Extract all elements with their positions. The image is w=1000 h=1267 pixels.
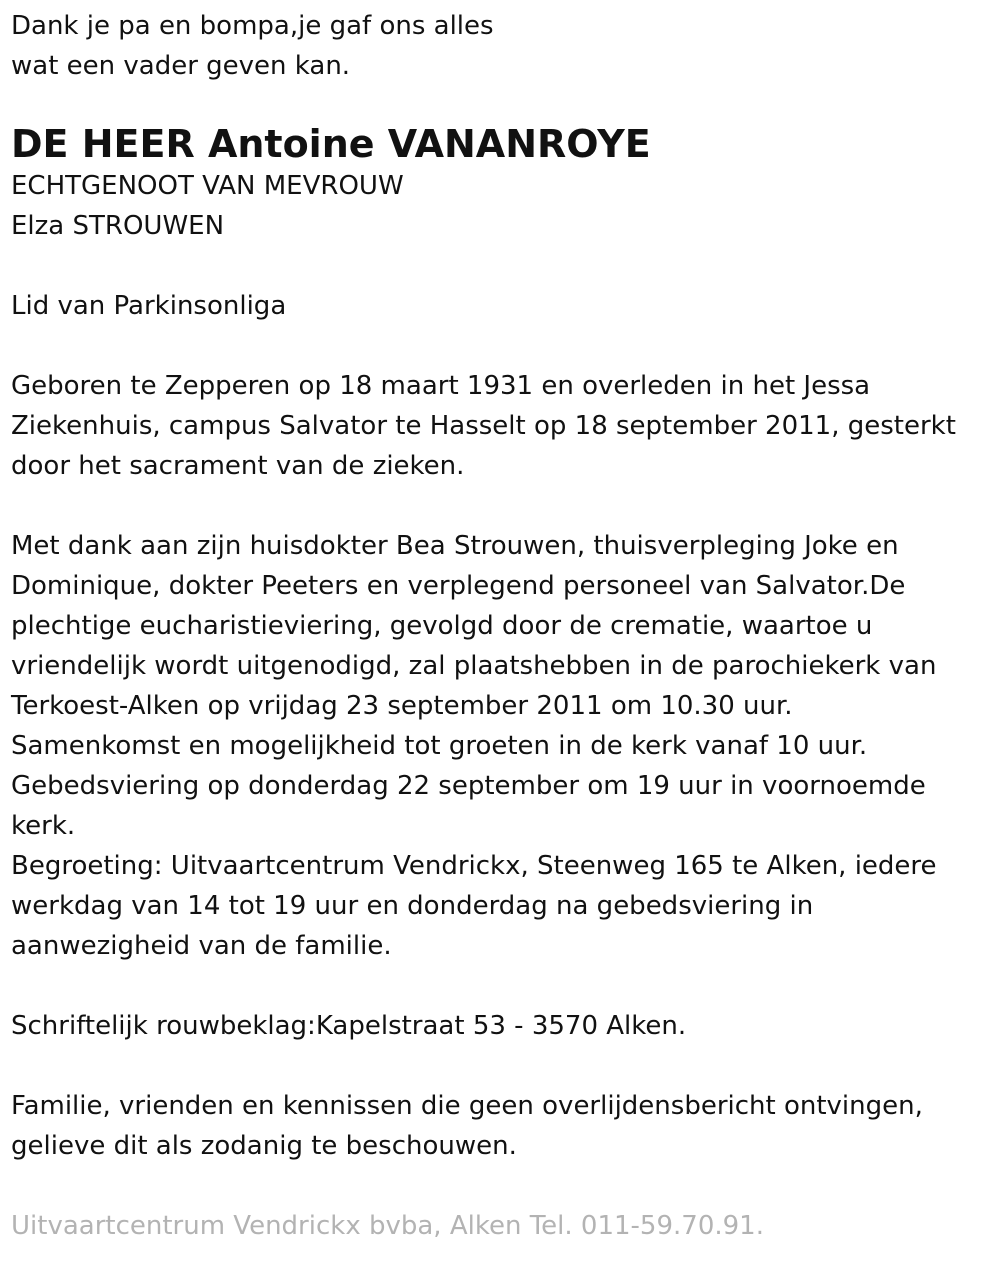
spouse-name: Elza STROUWEN	[11, 211, 225, 241]
spacer	[11, 1046, 990, 1086]
funeral-home-footer	[11, 1206, 990, 1246]
memorial-quote	[11, 6, 990, 86]
paragraph-line: Gebedsviering op donderdag 22 september om 19 uur in voornoemde	[11, 771, 926, 801]
spouse-info	[11, 166, 990, 246]
membership-text: Lid van Parkinsonliga	[11, 291, 287, 321]
paragraph-line: Met dank aan zijn huisdokter Bea Strouwen, thuisverpleging Joke en	[11, 531, 899, 561]
paragraph-line: Samenkomst en mogelijkheid tot groeten in de kerk vanaf 10 uur.	[11, 731, 868, 761]
paragraph-line: gelieve dit als zodanig te beschouwen.	[11, 1131, 517, 1161]
paragraph-line: Terkoest-Alken op vrijdag 23 september 2011 om 10.30 uur.	[11, 691, 793, 721]
paragraph-line: aanwezigheid van de familie.	[11, 931, 392, 961]
paragraph-line: vriendelijk wordt uitgenodigd, zal plaatshebben in de parochiekerk van	[11, 651, 937, 681]
deceased-name: DE HEER Antoine VANANROYE	[11, 122, 651, 166]
paragraph-line: Ziekenhuis, campus Salvator te Hasselt op 18 september 2011, gesterkt	[11, 411, 956, 441]
quote-line: Dank je pa en bompa,je gaf ons alles	[11, 11, 494, 41]
paragraph-line: werkdag van 14 tot 19 uur en donderdag na gebedsviering in	[11, 891, 814, 921]
paragraph-line: kerk.	[11, 811, 76, 841]
condolence-text: Schriftelijk rouwbeklag:Kapelstraat 53 - 3570 Alken.	[11, 1011, 687, 1041]
paragraph-line: Familie, vrienden en kennissen die geen overlijdensbericht ontvingen,	[11, 1091, 923, 1121]
announcement-paragraph	[11, 526, 990, 966]
notice-paragraph	[11, 1086, 990, 1166]
paragraph-line: Begroeting: Uitvaartcentrum Vendrickx, Steenweg 165 te Alken, iedere	[11, 851, 937, 881]
paragraph-line: door het sacrament van de zieken.	[11, 451, 465, 481]
membership	[11, 286, 990, 326]
spacer	[11, 246, 990, 286]
birth-death-paragraph	[11, 366, 990, 486]
spacer	[11, 326, 990, 366]
spacer	[11, 966, 990, 1006]
paragraph-line: Geboren te Zepperen op 18 maart 1931 en overleden in het Jessa	[11, 371, 871, 401]
condolence-address	[11, 1006, 990, 1046]
footer-text: Uitvaartcentrum Vendrickx bvba, Alken Tel. 011-59.70.91.	[11, 1211, 764, 1241]
spouse-title: ECHTGENOOT VAN MEVROUW	[11, 171, 404, 201]
spacer	[11, 486, 990, 526]
paragraph-line: plechtige eucharistieviering, gevolgd door de crematie, waartoe u	[11, 611, 873, 641]
quote-line: wat een vader geven kan.	[11, 51, 351, 81]
paragraph-line: Dominique, dokter Peeters en verplegend personeel van Salvator.De	[11, 571, 906, 601]
spacer	[11, 1166, 990, 1206]
